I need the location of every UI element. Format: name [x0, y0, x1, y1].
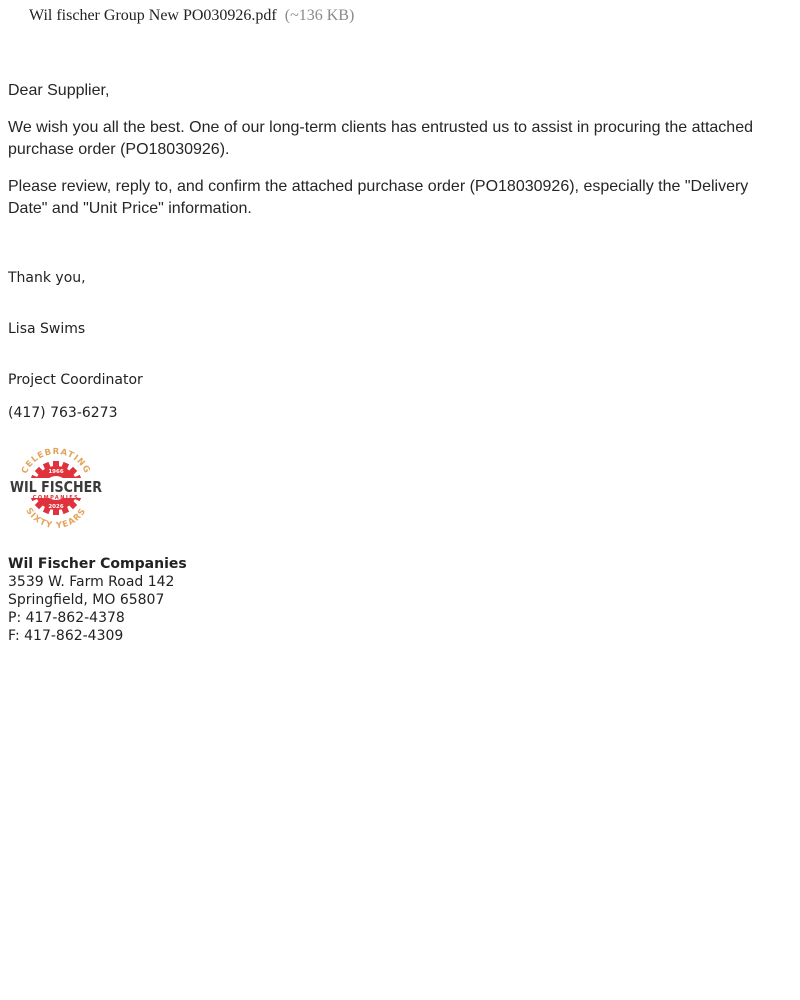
svg-text:COMPANIES: COMPANIES: [32, 495, 80, 501]
signature-phone: (417) 763-6273: [8, 405, 118, 421]
company-fax: F: 417-862-4309: [8, 628, 124, 644]
body-paragraph-2: Please review, reply to, and confirm the attached purchase order (PO18030926), especially the "Delivery Date" and "Unit Price" information.: [8, 178, 749, 217]
attachment-row[interactable]: [0, 4, 354, 28]
svg-text:SIXTY YEARS: SIXTY YEARS: [23, 506, 89, 532]
email-body: [8, 80, 778, 220]
signature-name: Lisa Swims: [8, 321, 86, 337]
company-address-line-1: 3539 W. Farm Road 142: [8, 574, 175, 590]
company-address-line-2: Springfield, MO 65807: [8, 592, 165, 608]
company-phone: P: 417-862-4378: [8, 610, 125, 626]
gear-tooth: [53, 461, 59, 468]
paperclip-icon: [5, 8, 27, 24]
attachment-filename-link[interactable]: Wil fischer Group New PO030926.pdf: [29, 7, 277, 24]
svg-text:2026: 2026: [48, 504, 64, 510]
signature-closing: Thank you,: [8, 270, 86, 286]
body-paragraph-1: We wish you all the best. One of our long-term clients has entrusted us to assist in procuring the attached purchase order (PO18030926).: [8, 119, 753, 158]
attachment-size: (~136 KB): [284, 7, 355, 24]
svg-text:CELEBRATING: CELEBRATING: [19, 446, 93, 476]
company-name: Wil Fischer Companies: [8, 556, 187, 572]
svg-text:WIL FISCHER: WIL FISCHER: [10, 478, 103, 496]
greeting: Dear Supplier,: [8, 82, 110, 99]
company-block: [8, 555, 187, 645]
svg-text:1966: 1966: [48, 469, 64, 475]
wil-fischer-anniversary-logo: [8, 444, 104, 534]
signature-title: Project Coordinator: [8, 372, 143, 388]
